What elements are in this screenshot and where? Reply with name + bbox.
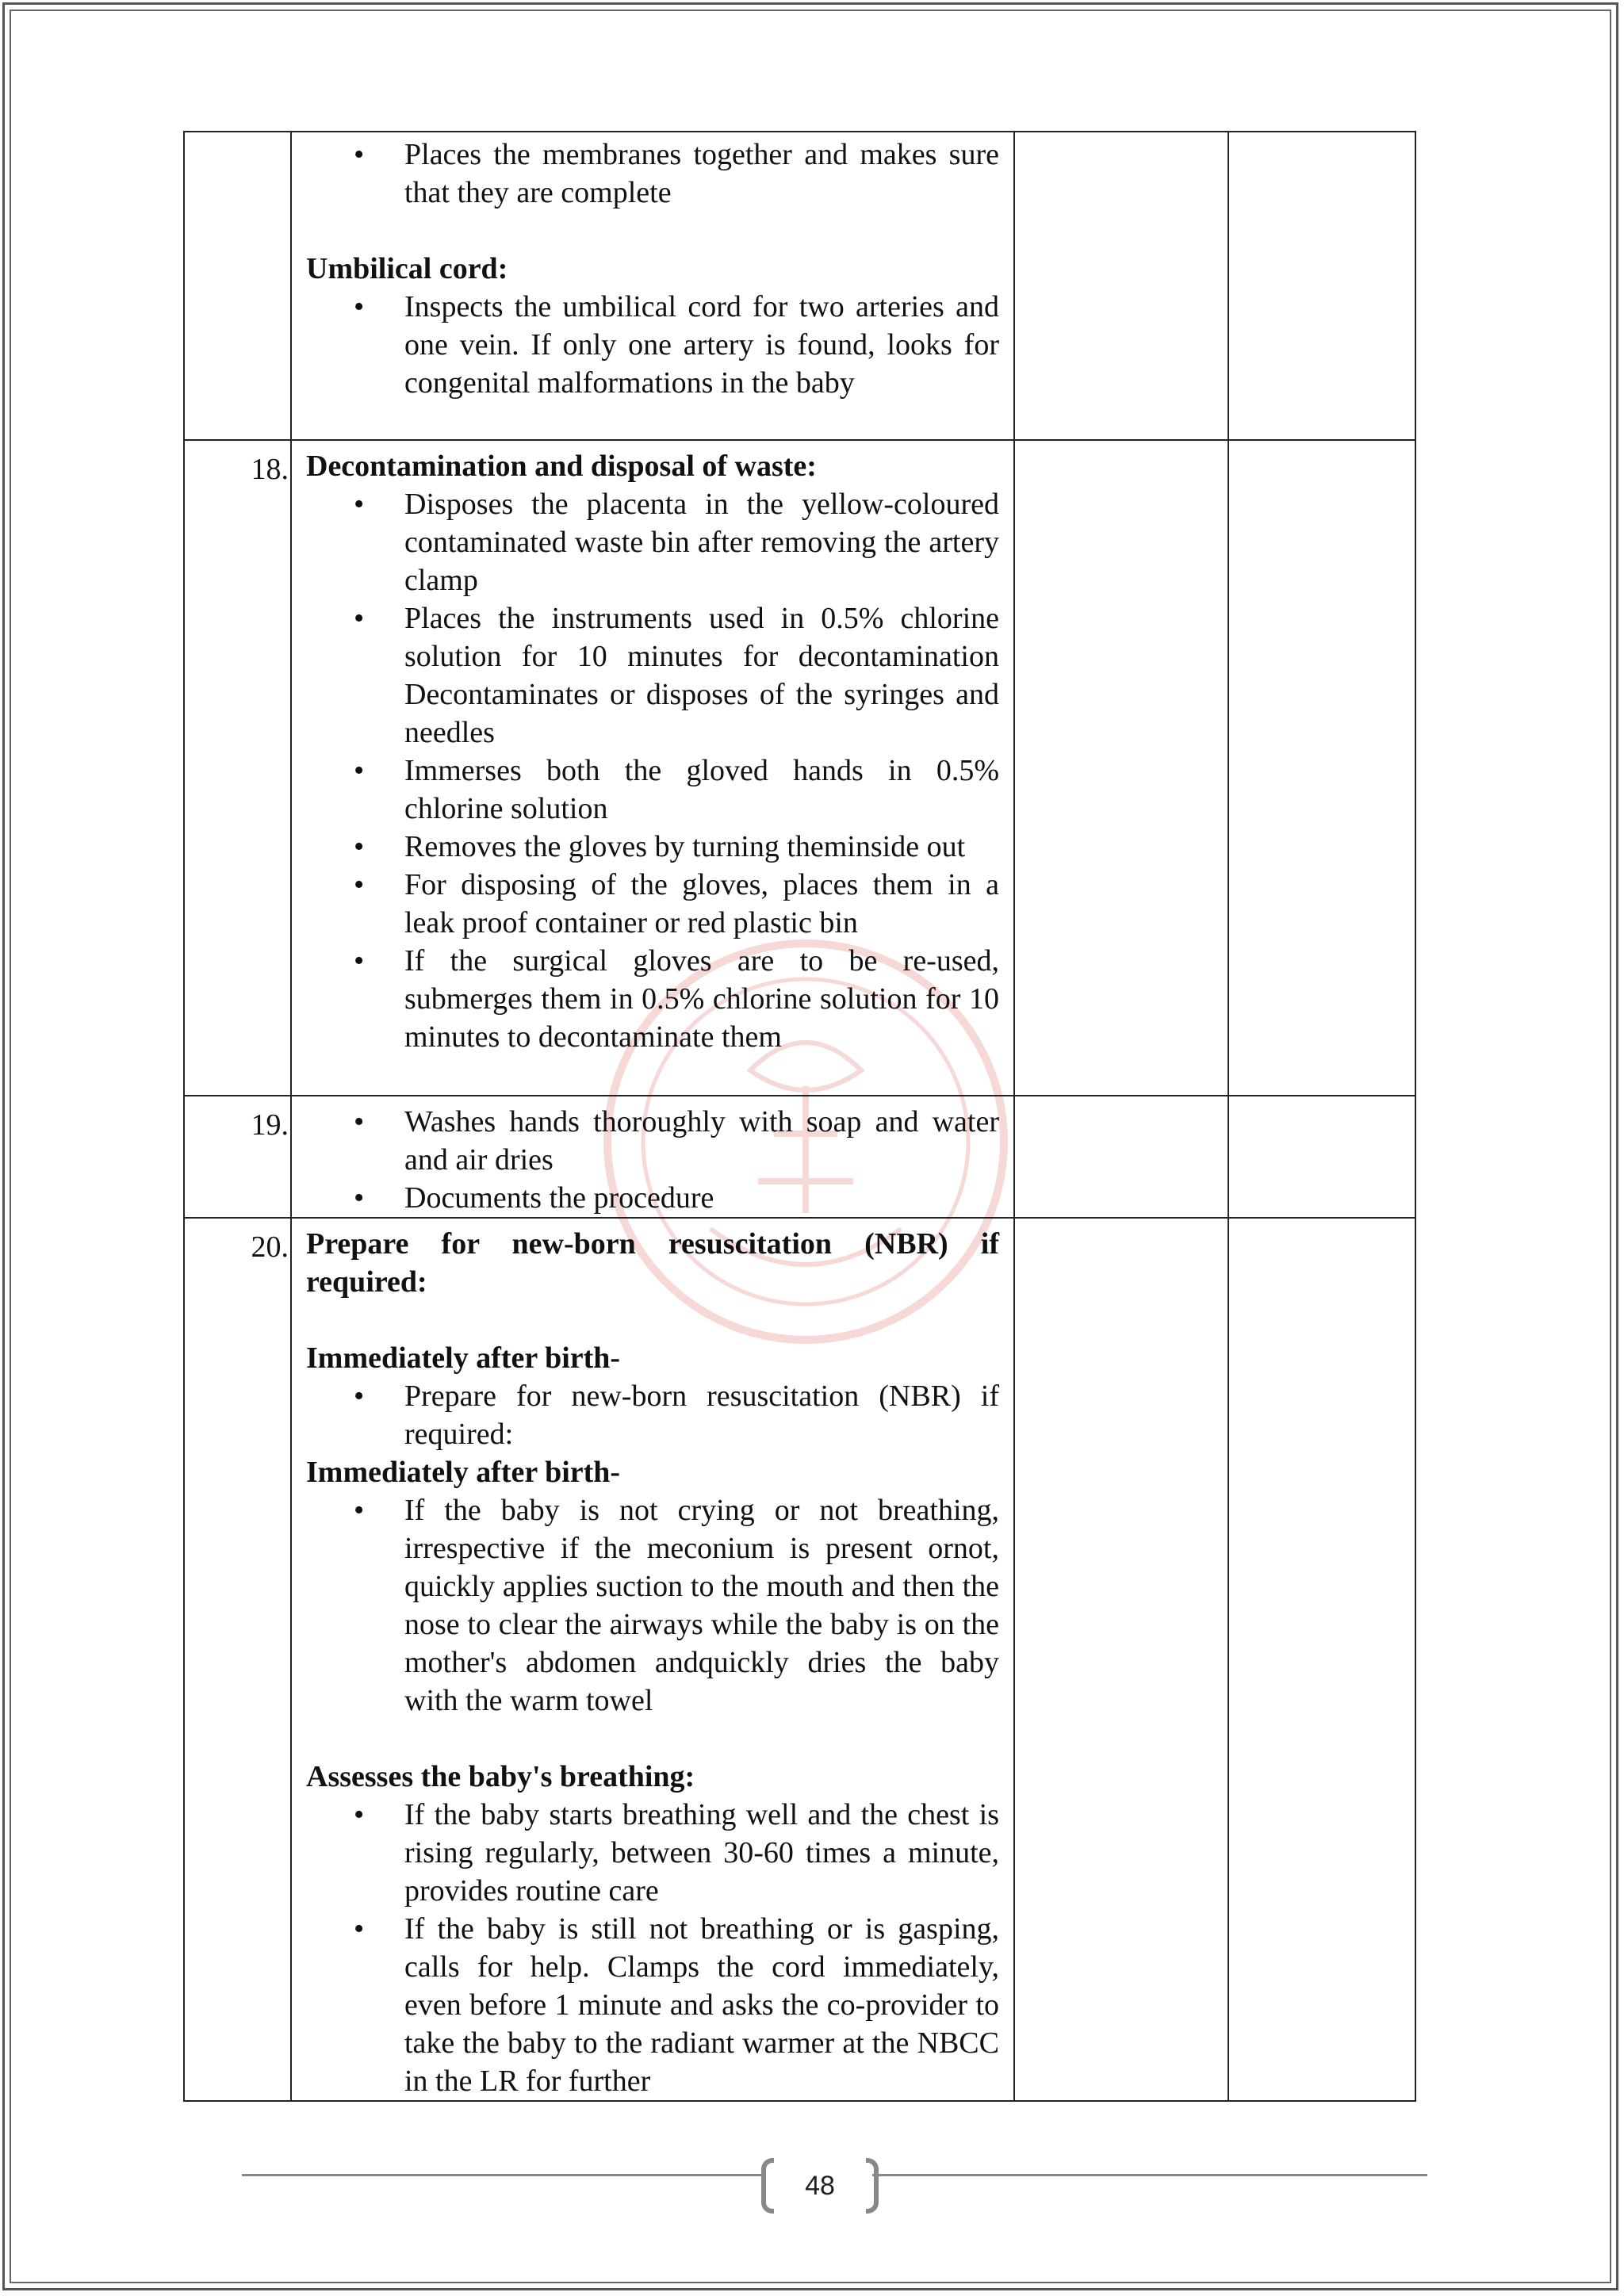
bullet-list [306, 1377, 999, 1453]
step-description-cell [291, 1218, 1014, 2101]
list-item: • Prepare for new-born resuscitation (NBR) if required: [306, 1377, 999, 1453]
step-number [185, 132, 289, 142]
section-heading: Prepare for new-born resuscitation (NBR) if required: [306, 1227, 999, 1299]
step-description-cell [291, 1096, 1014, 1218]
list-item: • Documents the procedure [306, 1179, 999, 1217]
step-number: 20. [251, 1230, 289, 1264]
step-description-cell [291, 440, 1014, 1096]
table-row [184, 440, 1415, 1096]
bullet-list [306, 1103, 999, 1217]
sub-heading: Assesses the baby's breathing: [306, 1760, 695, 1793]
sub-heading: Immediately after birth- [306, 1456, 621, 1489]
step-description-cell [291, 132, 1014, 440]
list-item: • Inspects the umbilical cord for two arteries and one vein. If only one artery is found, looks for congenital malformations in the baby [306, 288, 999, 402]
table-row [184, 132, 1415, 440]
checklist-table [183, 131, 1416, 2102]
blank-cell [1228, 132, 1415, 440]
list-item: • Removes the gloves by turning theminside out [306, 828, 999, 866]
footer-rule-left [242, 2174, 765, 2176]
table-row [184, 1096, 1415, 1218]
list-item: • For disposing of the gloves, places them in a leak proof container or red plastic bin [306, 866, 999, 942]
blank-cell [1014, 1218, 1228, 2101]
blank-cell [1014, 132, 1228, 440]
step-number-cell [184, 1218, 291, 2101]
footer-rule-right [872, 2174, 1427, 2176]
bullet-list [306, 288, 999, 402]
list-item: • If the baby is still not breathing or is gasping, calls for help. Clamps the cord immediately, even before 1 minute and asks the co-provider to take the baby to the radiant warmer at the NBCC in the LR for further [306, 1910, 999, 2100]
list-item: • Disposes the placenta in the yellow-coloured contaminated waste bin after removing the artery clamp [306, 485, 999, 599]
page-number-bracket-right [866, 2158, 879, 2214]
bullet-list [306, 136, 999, 212]
section-heading: Umbilical cord: [306, 252, 508, 285]
blank-cell [1228, 440, 1415, 1096]
step-number-cell [184, 132, 291, 440]
table-row [184, 1218, 1415, 2101]
section-heading: Decontamination and disposal of waste: [306, 450, 817, 483]
step-number: 19. [251, 1108, 289, 1142]
page-number: 48 [805, 2171, 835, 2201]
list-item: • If the surgical gloves are to be re-used, submerges them in 0.5% chlorine solution for 10 minutes to decontaminate them [306, 942, 999, 1056]
list-item: • Immerses both the gloved hands in 0.5% chlorine solution [306, 752, 999, 828]
list-item: • If the baby starts breathing well and the chest is rising regularly, between 30-60 times a minute, provides routine care [306, 1796, 999, 1910]
blank-cell [1228, 1096, 1415, 1218]
page-number-bracket-left [761, 2158, 774, 2214]
bullet-list [306, 1796, 999, 2100]
step-number: 18. [251, 453, 289, 486]
bullet-list [306, 1491, 999, 1720]
blank-cell [1014, 1096, 1228, 1218]
blank-cell [1014, 440, 1228, 1096]
blank-cell [1228, 1218, 1415, 2101]
sub-heading: Immediately after birth- [306, 1341, 621, 1375]
list-item: • Washes hands thoroughly with soap and water and air dries [306, 1103, 999, 1179]
list-item: • If the baby is not crying or not breathing, irrespective if the meconium is present ornot, quickly applies suction to the mouth and then the nose to clear the airways while the baby is on the mother's abdomen andquickly dries the baby with the warm towel [306, 1491, 999, 1720]
bullet-list [306, 485, 999, 1056]
step-number-cell [184, 440, 291, 1096]
list-item: • Places the membranes together and makes sure that they are complete [306, 136, 999, 212]
step-number-cell [184, 1096, 291, 1218]
list-item: • Places the instruments used in 0.5% chlorine solution for 10 minutes for decontamination Decontaminates or disposes of the syringes and needles [306, 599, 999, 752]
